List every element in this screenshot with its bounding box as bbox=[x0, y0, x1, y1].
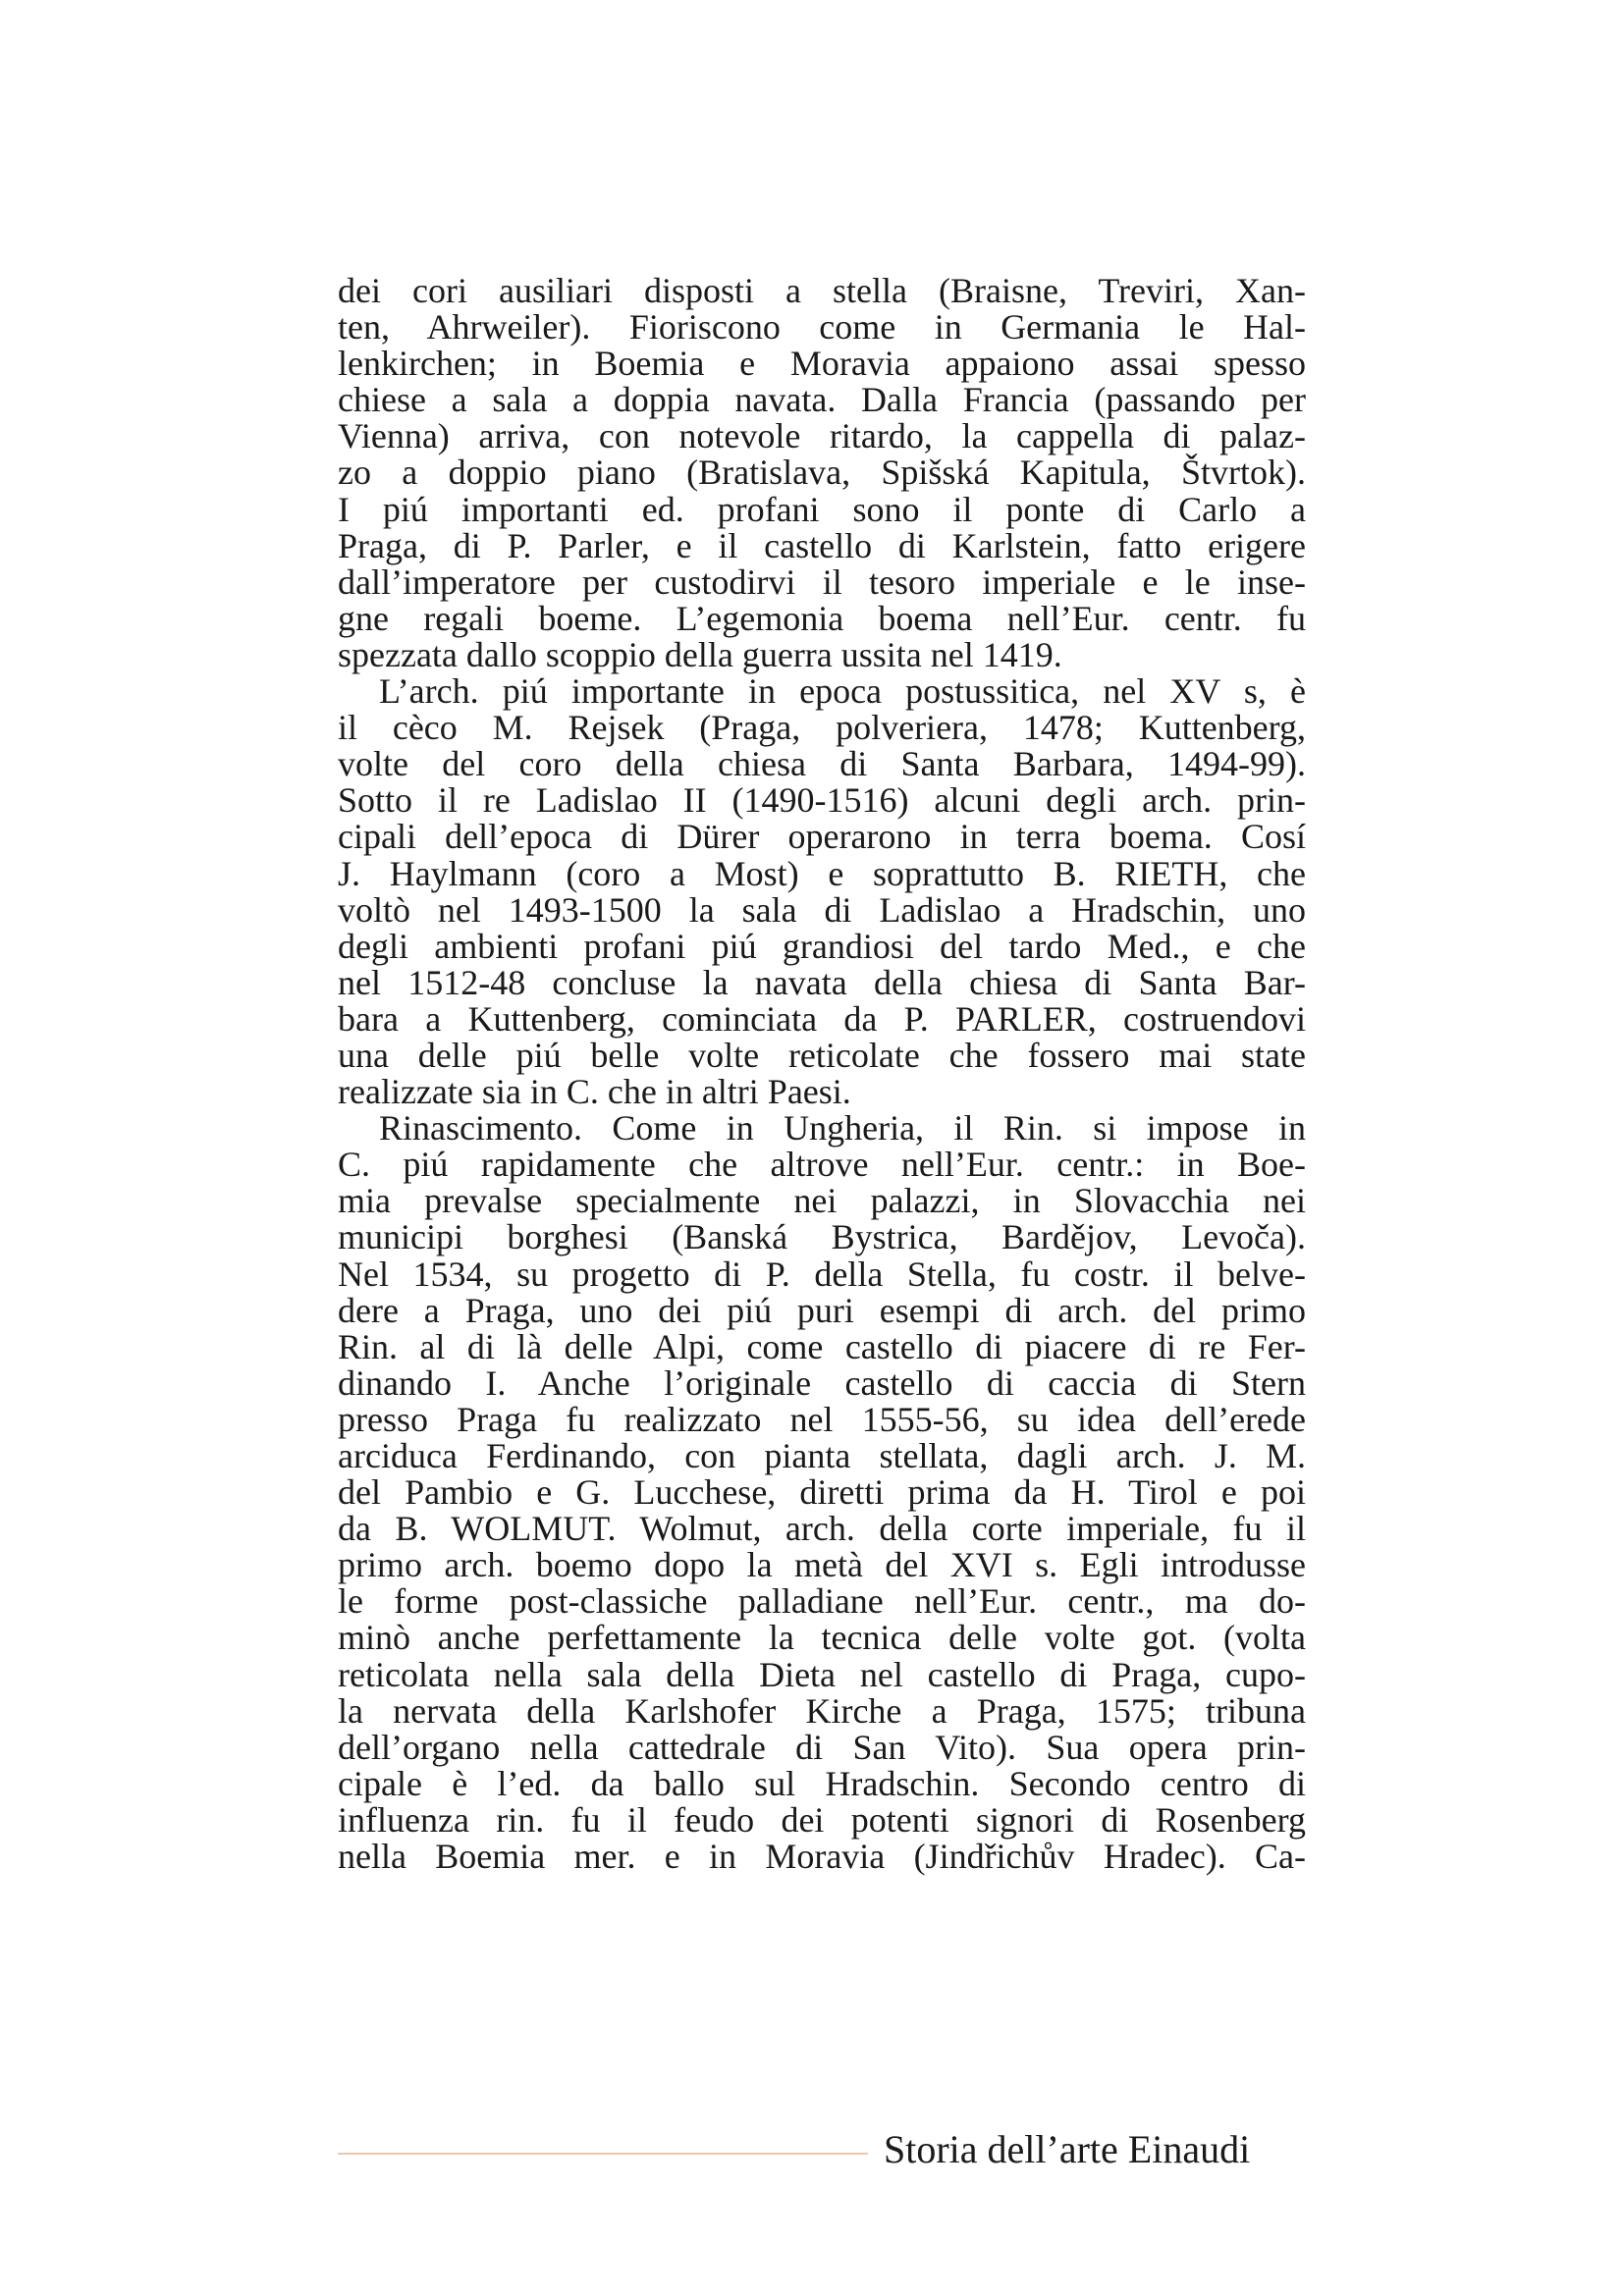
text-line: Rin. al di là delle Alpi, come castello di piacere di re Fer- bbox=[338, 1326, 1306, 1366]
text-line: minò anche perfettamente la tecnica delle volte got. (volta bbox=[338, 1618, 1306, 1658]
text-line: I piú importanti ed. profani sono il ponte di Carlo a bbox=[338, 489, 1306, 529]
text-line: L’arch. piú importante in epoca postussitica, nel XV s, è bbox=[379, 671, 1306, 712]
footer-title: Storia dell’arte Einaudi bbox=[884, 2127, 1251, 2171]
text-line: degli ambienti profani piú grandiosi del tardo Med., e che bbox=[338, 926, 1306, 966]
text-line: dell’organo nella cattedrale di San Vito). Sua opera prin- bbox=[338, 1727, 1306, 1767]
text-line: voltò nel 1493-1500 la sala di Ladislao a Hradschin, uno bbox=[338, 889, 1306, 930]
text-line: la nervata della Karlshofer Kirche a Praga, 1575; tribuna bbox=[338, 1690, 1306, 1731]
text-line: mia prevalse specialmente nei palazzi, in Slovacchia nei bbox=[338, 1181, 1306, 1221]
text-line: Sotto il re Ladislao II (1490-1516) alcuni degli arch. prin- bbox=[338, 780, 1306, 821]
text-line: ten, Ahrweiler). Fioriscono come in Germania le Hal- bbox=[338, 307, 1306, 347]
text-line: le forme post-classiche palladiane nell’Eur. centr., ma do- bbox=[338, 1581, 1306, 1622]
text-line: cipale è l’ed. da ballo sul Hradschin. Secondo centro di bbox=[338, 1763, 1306, 1803]
text-line: del Pambio e G. Lucchese, diretti prima da H. Tirol e poi bbox=[338, 1472, 1306, 1513]
text-line: lenkirchen; in Boemia e Moravia appaiono assai spesso bbox=[338, 344, 1306, 384]
text-line: Rinascimento. Come in Ungheria, il Rin. si impose in bbox=[379, 1108, 1306, 1148]
text-line: influenza rin. fu il feudo dei potenti signori di Rosenberg bbox=[338, 1799, 1306, 1840]
text-line: nel 1512-48 concluse la navata della chiesa di Santa Bar- bbox=[338, 962, 1306, 1002]
text-line: C. piú rapidamente che altrove nell’Eur. centr.: in Boe- bbox=[338, 1145, 1306, 1185]
text-line: municipi borghesi (Banská Bystrica, Bardějov, Levoča). bbox=[338, 1217, 1306, 1257]
text-line: dere a Praga, uno dei piú puri esempi di arch. del primo bbox=[338, 1290, 1306, 1330]
text-line: volte del coro della chiesa di Santa Barbara, 1494-99). bbox=[338, 744, 1306, 784]
text-line: J. Haylmann (coro a Most) e soprattutto B. RIETH, che bbox=[338, 853, 1306, 893]
text-line: gne regali boeme. L’egemonia boema nell’Eur. centr. fu bbox=[338, 598, 1306, 638]
text-line: spezzata dallo scoppio della guerra ussita nel 1419. bbox=[338, 634, 1062, 674]
text-line: dall’imperatore per custodirvi il tesoro imperiale e le inse- bbox=[338, 561, 1306, 602]
text-line: bara a Kuttenberg, cominciata da P. PARLER, costruendovi bbox=[338, 998, 1306, 1039]
text-line: reticolata nella sala della Dieta nel castello di Praga, cupo- bbox=[338, 1654, 1306, 1694]
text-line: Nel 1534, su progetto di P. della Stella, fu costr. il belve- bbox=[338, 1254, 1306, 1294]
text-line: il cèco M. Rejsek (Praga, polveriera, 1478; Kuttenberg, bbox=[338, 708, 1306, 748]
footer-rule bbox=[338, 2153, 868, 2155]
text-line: Vienna) arriva, con notevole ritardo, la cappella di palaz- bbox=[338, 416, 1306, 456]
body-text bbox=[338, 273, 1306, 1875]
text-line: nella Boemia mer. e in Moravia (Jindřichův Hradec). Ca- bbox=[338, 1837, 1306, 1877]
text-line: dei cori ausiliari disposti a stella (Braisne, Treviri, Xan- bbox=[338, 271, 1306, 310]
text-line: dinando I. Anche l’originale castello di caccia di Stern bbox=[338, 1362, 1306, 1403]
text-line: primo arch. boemo dopo la metà del XVI s. Egli introdusse bbox=[338, 1545, 1306, 1585]
text-line: da B. WOLMUT. Wolmut, arch. della corte imperiale, fu il bbox=[338, 1509, 1306, 1549]
text-line: una delle piú belle volte reticolate che fossero mai state bbox=[338, 1035, 1306, 1075]
text-line: chiese a sala a doppia navata. Dalla Francia (passando per bbox=[338, 380, 1306, 420]
text-line: zo a doppio piano (Bratislava, Spišská Kapitula, Štvrtok). bbox=[338, 453, 1306, 493]
text-line: arciduca Ferdinando, con pianta stellata, dagli arch. J. M. bbox=[338, 1436, 1306, 1475]
text-line: cipali dell’epoca di Dürer operarono in terra boema. Cosí bbox=[338, 817, 1306, 857]
text-line: realizzate sia in C. che in altri Paesi. bbox=[338, 1072, 851, 1112]
text-line: Praga, di P. Parler, e il castello di Karlstein, fatto erigere bbox=[338, 525, 1306, 565]
text-line: presso Praga fu realizzato nel 1555-56, su idea dell’erede bbox=[338, 1399, 1306, 1439]
